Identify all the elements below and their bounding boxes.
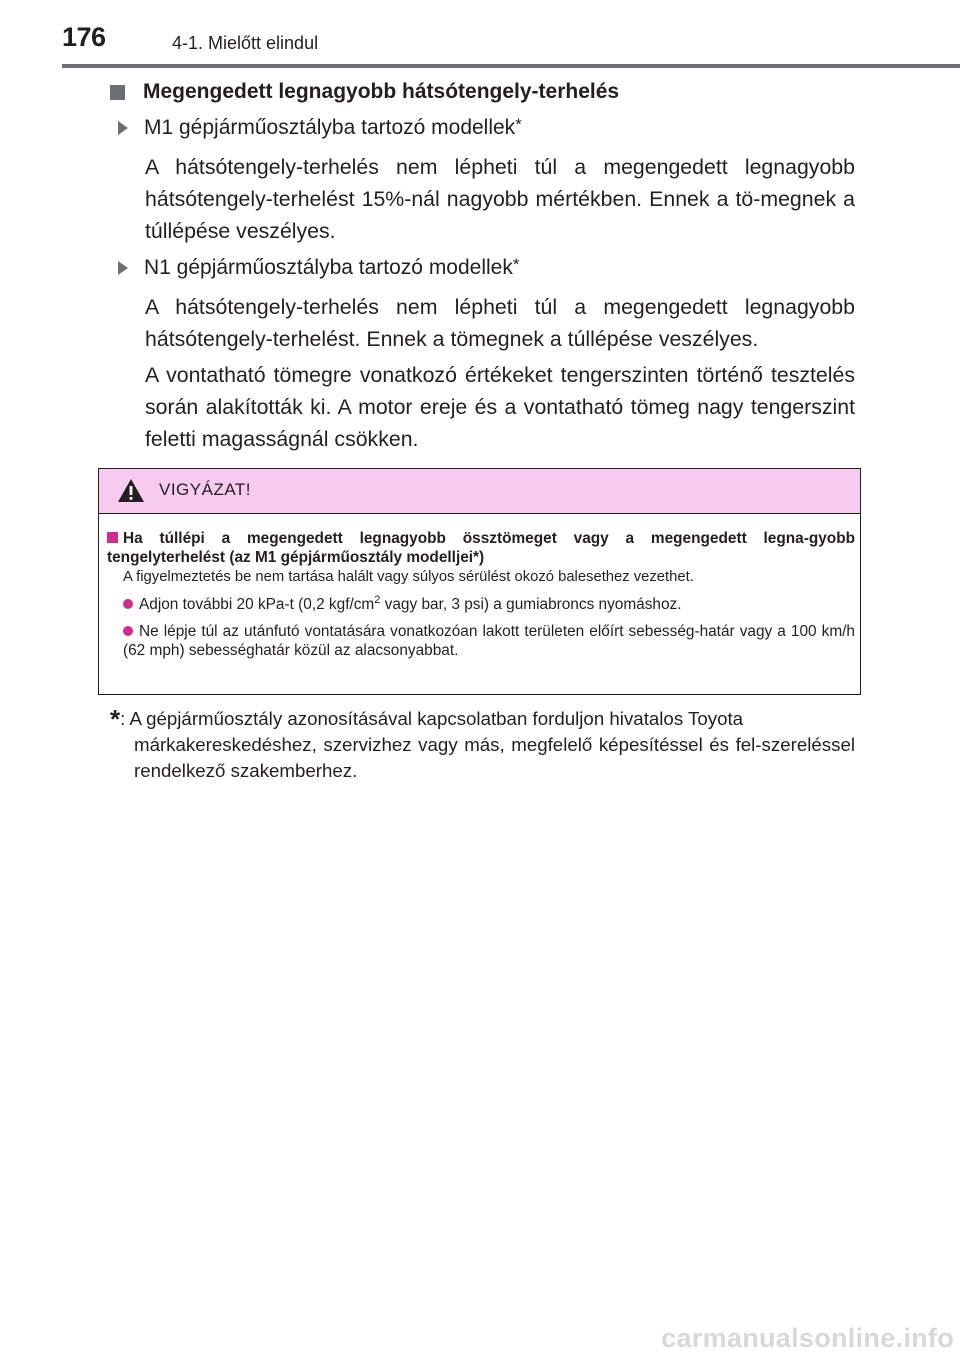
square-bullet-icon — [107, 532, 118, 543]
section-heading — [110, 80, 619, 104]
circle-bullet-icon — [123, 599, 133, 609]
m1-star: * — [515, 115, 522, 134]
section-heading-text: Megengedett legnagyobb hátsótengely-terhelés — [143, 80, 620, 103]
footnote — [112, 706, 855, 784]
n1-paragraph-1: A hátsótengely-terhelés nem lépheti túl a megengedett legnagyobb hátsótengely-terhelést. Ennek a tömegnek a túllépése veszélyes. — [145, 295, 855, 351]
footnote-line-1: : A gépjárműosztály azonosításával kapcsolatban forduljon hivatalos Toyota — [120, 708, 744, 729]
caution-bullet-2: Ne lépje túl az utánfutó vontatására vonatkozóan lakott területen előírt sebesség-határ vagy a 100 km/h (62 mph) sebességhatár közül az alacsonyabbat. — [123, 623, 855, 659]
footnote-star: * — [110, 704, 121, 734]
caution-heading — [107, 529, 855, 567]
caution-text: A figyelmeztetés be nem tartása halált vagy súlyos sérülést okozó balesethez vezethet. — [123, 569, 694, 585]
m1-heading-label: M1 gépjárműosztályba tartozó modellek — [144, 116, 516, 139]
header-rule — [62, 64, 960, 68]
square-bullet-icon — [110, 85, 125, 100]
n1-heading — [118, 256, 519, 280]
caution-box — [98, 468, 861, 695]
caution-bullet-1: Adjon további 20 kPa-t (0,2 kgf/$cm^2$ vagy bar, 3 psi) a gumiabroncs nyomáshoz. — [123, 591, 855, 614]
right-triangle-icon — [118, 121, 128, 135]
m1-paragraph: A hátsótengely-terhelés nem lépheti túl a megengedett legnagyobb hátsótengely-terhelést 15%-nál nagyobb mértékben. Ennek a tö-megnek a túllépése veszélyes. — [145, 155, 855, 243]
chapter-title: 4-1. Mielőtt elindul — [172, 33, 319, 53]
n1-paragraph-2: A vontatható tömegre vonatkozó értékeket tengerszinten történő tesztelés során alakították ki. A motor ereje és a vontatható tömeg nagy tengerszint feletti magasságnál csökken. — [145, 363, 855, 451]
right-triangle-icon — [118, 261, 128, 275]
watermark: carmanualsonline.info — [661, 1323, 954, 1353]
circle-bullet-icon — [123, 626, 133, 636]
caution-header — [99, 469, 860, 514]
page-number: 176 — [62, 22, 106, 52]
n1-heading-label: N1 gépjárműosztályba tartozó modellek — [144, 256, 513, 279]
caution-title: VIGYÁZAT! — [159, 480, 252, 499]
warning-triangle-icon — [117, 478, 145, 503]
n1-star: * — [512, 255, 520, 274]
m1-heading — [118, 116, 522, 140]
caution-heading-text: Ha túllépi a megengedett legnagyobb össztömeget vagy a megengedett legna-gyobb tengelyterhelést (az M1 gépjárműosztály modelljei*) — [107, 530, 855, 566]
footnote-continuation: márkakereskedéshez, szervizhez vagy más, megfelelő képesítéssel és fel-szereléssel rendelkező szakemberhez. — [134, 734, 855, 781]
